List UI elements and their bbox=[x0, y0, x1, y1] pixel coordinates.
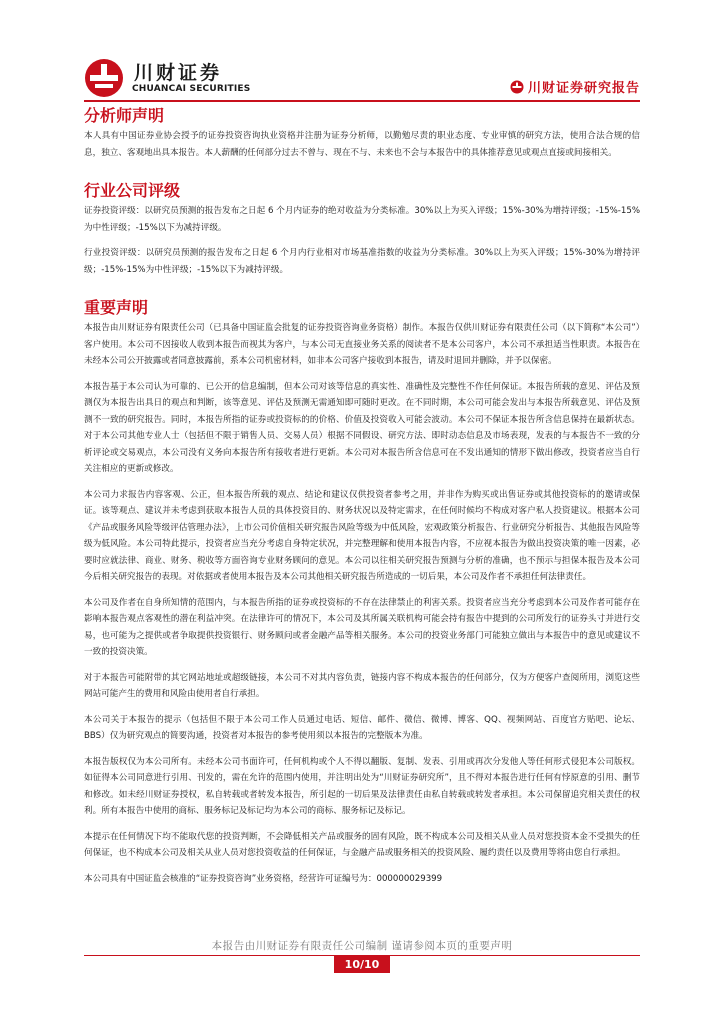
chuancai-small-logo-icon bbox=[510, 80, 524, 94]
disclaimer-paragraph: 本提示在任何情况下均不能取代您的投资判断，不会降低相关产品或服务的固有风险，既不构成本公司及相关从业人员对您投资本金不受损失的任何保证，也不构成本公司及相关从业人员对您投资收益的任何保证，与金融产品或服务相关的投资风险、履约责任以及费用等将由您自行承担。 bbox=[84, 831, 640, 858]
disclaimer-paragraph: 本公司及作者在自身所知情的范围内，与本报告所指的证券或投资标的不存在法律禁止的利害关系。投资者应当充分考虑到本公司及作者可能存在影响本报告观点客观性的潜在利益冲突。在法律许可的情况下，本公司及其所属关联机构可能会持有报告中提到的公司所发行的证券头寸并进行交易，也可能为之提供或者争取提供投资银行、财务顾问或者金融产品等相关服务。本公司的投资业务部门可能独立做出与本报告中的意见或建议不一致的投资决策。 bbox=[84, 597, 640, 657]
header-divider bbox=[84, 100, 640, 102]
disclaimer-paragraph: 本报告基于本公司认为可靠的、已公开的信息编制，但本公司对该等信息的真实性、准确性及完整性不作任何保证。本报告所载的意见、评估及预测仅为本报告出具日的观点和判断，该等意见、评估及预测无需通知即可随时更改。在不同时期，本公司可能会发出与本报告所载意见、评估及预测不一致的研究报告。同时，本报告所指的证券或投资标的的价格、价值及投资收入可能会波动。本公司不保证本报告所含信息保持在最新状态。对于本公司其他专业人士（包括但不限于销售人员、交易人员）根据不同假设、研究方法、即时动态信息及市场表现，发表的与本报告不一致的分析评论或交易观点，本公司没有义务向本报告所有接收者进行更新。本公司对本报告所含信息可在不发出通知的情形下做出修改，投资者应当自行关注相应的更新或修改。 bbox=[84, 381, 640, 474]
disclaimer-paragraph: 本公司力求报告内容客观、公正，但本报告所载的观点、结论和建议仅供投资者参考之用，并非作为购买或出售证券或其他投资标的的邀请或保证。该等观点、建议并未考虑到获取本报告人员的具体投资目的、财务状况以及特定需求，在任何时候均不构成对客户私人投资建议。根据本公司《产品或服务风险等级评估管理办法》，上市公司价值相关研究报告风险等级为中低风险，宏观政策分析报告、行业研究分析报告、其他报告风险等级为低风险。本公司特此提示，投资者应当充分考虑自身特定状况，并完整理解和使用本报告内容，不应视本报告为做出投资决策的唯一因素，必要时应就法律、商业、财务、税收等方面咨询专业财务顾问的意见。本公司以往相关研究报告预测与分析的准确，也不预示与担保本报告及本公司今后相关研究报告的表现。对依据或者使用本报告及本公司其他相关研究报告所造成的一切后果，本公司及作者不承担任何法律责任。 bbox=[84, 489, 640, 582]
disclaimer-paragraph: 对于本报告可能附带的其它网站地址或超级链接，本公司不对其内容负责，链接内容不构成本报告的任何部分，仅为方便客户查阅所用，浏览这些网站可能产生的费用和风险由使用者自行承担。 bbox=[84, 672, 640, 699]
report-label bbox=[510, 77, 640, 96]
industry-rating-text: 行业投资评级：以研究员预测的报告发布之日起 6 个月内行业相对市场基准指数的收益为分类标准。30%以上为买入评级；15%-30%为增持评级；-15%-15%为中性评级；-15%以下为减持评级。 bbox=[84, 248, 640, 275]
disclaimer-paragraph: 本报告版权仅为本公司所有。未经本公司书面许可，任何机构或个人不得以翻版、复制、发表、引用或再次分发他人等任何形式侵犯本公司版权。如征得本公司同意进行引用、刊发的，需在允许的范围内使用，并注明出处为“川财证券研究所”，且不得对本报告进行任何有悖原意的引用、删节和修改。如未经川财证券授权，私自转载或者转发本报告，所引起的一切后果及法律责任由私自转载或转发者承担。本公司保留追究相关责任的权利。所有本报告中使用的商标、服务标记及标记均为本公司的商标、服务标记及标记。 bbox=[84, 756, 640, 816]
analyst-statement-text: 本人具有中国证券业协会授予的证券投资咨询执业资格并注册为证券分析师，以勤勉尽责的职业态度、专业审慎的研究方法，使用合法合规的信息，独立、客观地出具本报告。本人薪酬的任何部分过去不曾与、现在不与、未来也不会与本报告中的具体推荐意见或观点直接或间接相关。 bbox=[84, 131, 640, 158]
page-number: 10/10 bbox=[334, 956, 390, 973]
chuancai-logo-icon bbox=[84, 58, 124, 98]
logo-text-cn: 川财证券 bbox=[134, 62, 223, 84]
report-label-text: 川财证券研究报告 bbox=[527, 81, 640, 96]
logo-text-en: CHUANCAI SECURITIES bbox=[132, 84, 251, 94]
rating-title: 行业公司评级 bbox=[84, 181, 181, 200]
disclaimer-paragraph: 本公司关于本报告的提示（包括但不限于本公司工作人员通过电话、短信、邮件、微信、微博、博客、QQ、视频网站、百度官方贴吧、论坛、BBS）仅为研究观点的简要沟通，投资者对本报告的参考使用须以本报告的完整版本为准。 bbox=[84, 714, 640, 741]
analyst-statement-title: 分析师声明 bbox=[84, 106, 165, 125]
disclaimer-paragraph: 本报告由川财证券有限责任公司（已具备中国证监会批复的证券投资咨询业务资格）制作。本报告仅供川财证券有限责任公司（以下简称“本公司”）客户使用。本公司不因接收人收到本报告而视其为客户，与本公司无直接业务关系的阅读者不是本公司客户，本公司不承担适当性职责。本报告在未经本公司公开披露或者同意披露前，系本公司机密材料，如非本公司客户接收到本报告，请及时退回并删除，并予以保密。 bbox=[84, 323, 640, 366]
license-number-text: 本公司具有中国证监会核准的“证券投资咨询”业务资格，经营许可证编号为：000000029399 bbox=[84, 873, 443, 884]
disclaimer-title: 重要声明 bbox=[84, 298, 149, 317]
main-content bbox=[84, 106, 640, 887]
stock-rating-text: 证券投资评级：以研究员预测的报告发布之日起 6 个月内证券的绝对收益为分类标准。30%以上为买入评级；15%-30%为增持评级；-15%-15%为中性评级；-15%以下为减持评级。 bbox=[84, 206, 640, 233]
footer-note: 本报告由川财证券有限责任公司编制 谨请参阅本页的重要声明 bbox=[211, 940, 513, 952]
page-header bbox=[84, 52, 640, 102]
